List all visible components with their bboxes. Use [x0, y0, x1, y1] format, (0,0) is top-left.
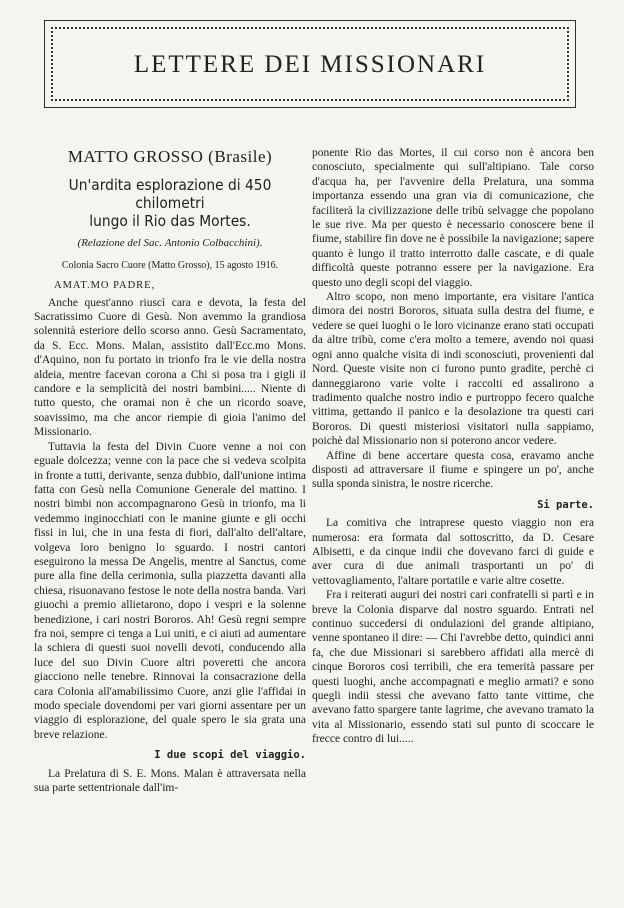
paragraph: La Prelatura di S. E. Mons. Malan è attraversata nella sua parte settentrionale dall'im- — [34, 767, 306, 795]
paragraph: Altro scopo, non meno importante, era visitare l'antica dimora dei nostri Bororos, situata sulla destra del fiume, e vedere se quei luoghi o le loro vicinanze erano stati occupati da altre tribù, come c'era molto a temere, avendo noi quasi ogni anno qualche visita di indi sconosciuti, provenienti dal Nord. Queste visite non ci furono punto gradite, perchè ci danneggiarono varie volte i raccolti ed assalirono a tradimento qualche nostro indio e purtroppo fecero qualche vittima, gettando il panico e la desolazione tra questi cari Bororos. Di questi misteriosi visitatori nulla sappiamo, poichè dal Missionario non si poterono ancor vedere. — [312, 291, 594, 448]
right-column — [312, 146, 594, 747]
salutation: AMAT.MO PADRE, — [54, 280, 156, 292]
paragraph: ponente Rio das Mortes, il cui corso non è ancora ben conosciuto, specialmente qui sull'altipiano. Tale corso d'acqua ha, per l'avvenire della Prelatura, una somma importanza essendo una gran via di comunicazione, che faciliterà la civilizzazione delle tribù selvagge che popolano le sue rive. Ma per questo è necessario conoscere bene il fiume, stabilire fin dove ne è possibile la navigazione; sapere quanto è lungo il tratto interrotto dalle cascate, e di quale difficoltà queste potranno essere per la navigazione. Era questo uno degli scopi del viaggio. — [312, 147, 594, 289]
left-column — [34, 146, 306, 795]
paragraph: La comitiva che intraprese questo viaggio non era numerosa: era formata dal sottoscritto, da D. Cesare Albisetti, e da cinque indii che dovevano farci di guide e aver cura di due animali trasportanti un po' di vettovagliamento, l'altare portatile e varie altre cosette. — [312, 517, 594, 587]
article-title-line-1: Un'ardita esplorazione di 450 chilometri — [68, 176, 272, 213]
paragraph: Fra i reiterati auguri dei nostri cari confratelli si partì e in breve la Colonia disparve dal nostro sguardo. Entrati nel continuo succedersi di ondulazioni del grande altipiano, venne spontaneo il dire: — Chi l'avrebbe detto, quindici anni fa, che due Missionari si sarebbero affidati alla mercè di cinque Bororos così terribili, che era temerità passare per questi luoghi, anche accompagnati e meglio armati? e sono quegli indii stessi che avevano fatto tante vittime, che avevano fatto spargere tante lagrime, che avevano tramato la vita al Missionario, essendo stati sul punto di scoccare le frecce contro di lui..... — [312, 589, 594, 746]
report-attribution: (Relazione del Sac. Antonio Colbacchini). — [77, 237, 263, 250]
paragraph: Affine di bene accertare questa cosa, eravamo anche disposti ad attraversare il fiume e spingere un po', anche sulla sponda sinistra, le nostre ricerche. — [312, 449, 594, 491]
subheading-departure: Si parte. — [537, 498, 594, 511]
header-frame — [44, 20, 576, 108]
article-title — [45, 176, 295, 230]
region-heading: MATTO GROSSO (Brasile) — [67, 147, 273, 166]
subheading-scopes: I due scopi del viaggio. — [154, 749, 306, 762]
article-title-line-2: lungo il Rio das Mortes. — [89, 212, 251, 231]
paragraph: Anche quest'anno riuscì cara e devota, la festa del Sacratissimo Cuore di Gesù. Non avemmo la grandiosa solennità esteriore dello scorso anno. Gesù Sacramentato, da S. Ecc. Mons. Malan, assistito dall'Ecc.mo Mons. d'Aquino, non fu portato in trionfo fra le vie della nostra aldeia, mentre facevan corona a Chi si posa tra i gigli il candore e la semplicità dei nostri bambini..... Niente di tutto questo, che oramai non è che un ricordo soave, soavissimo, ma che ancor riempie di gioia l'animo del Missionario. — [34, 296, 306, 439]
dateline: Colonia Sacro Cuore (Matto Grosso), 15 agosto 1916. — [61, 259, 279, 271]
paragraph: Tuttavia la festa del Divin Cuore venne a noi con eguale dolcezza; venne con la pace che si vedeva scolpita in fronte a tutti, derivante, senza dubbio, dall'unione intima fatta con Gesù nella Comunione Generale del mattino. I nostri bimbi non accompagnarono Gesù in trionfo, ma li vedemmo inginocchiati con le manine giunte e gli occhi fissi in lui, che in una festa di fiori, dall'alto dell'altare, volgeva loro benigno lo sguardo. I nostri cantori eseguirono la messa De Angelis, mentre al Sanctus, come pure alla fine della cerimonia, sulla piazzetta davanti alla chiesa, risuonavano festose le note della nostra banda. Vari giuochi a premio allietarono, dopo i vespri e la solenne benedizione, i cari nostri Bororos. Ah! Gesù regni sempre fra noi, sempre ci tenga a Lui uniti, e ci aiuti ad aumentare la schiera di questi suoi novelli devoti, conducendo alla luce del suo Divin Cuore altri poveretti che ancora giacciono nelle tenebre. Rinnovai la consacrazione della cara Colonia all'amabilissimo Cuore, anzi glie l'affidai in modo speciale dovendomi per vari giorni assentare per un viaggio di esplorazione, del quale spero le sia grata una breve relazione. — [34, 440, 306, 741]
section-title: LETTERE DEI MISSIONARI — [133, 51, 487, 78]
